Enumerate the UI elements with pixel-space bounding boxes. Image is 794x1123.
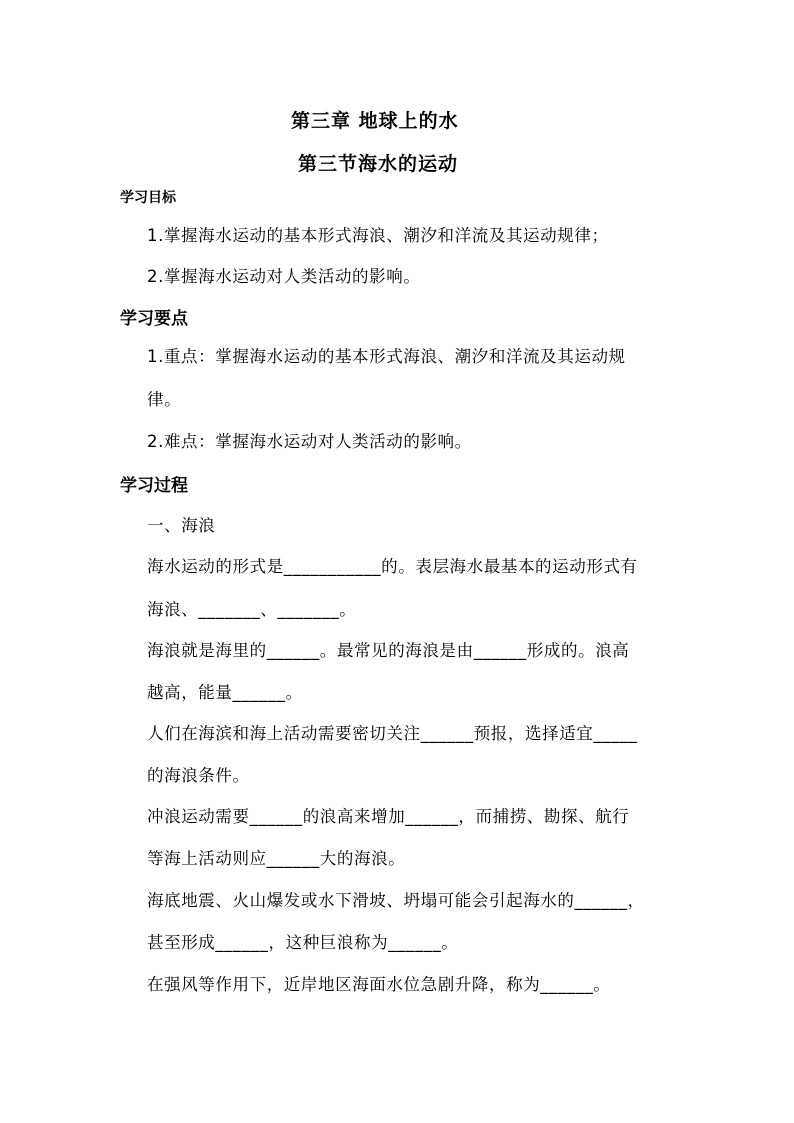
exercise-line: 海水运动的形式是___________的。表层海水最基本的运动形式有 <box>147 557 638 576</box>
exercise-line: 人们在海滨和海上活动需要密切关注______预报，选择适宜_____ <box>147 724 638 743</box>
exercise-line: 冲浪运动需要______的浪高来增加______，而捕捞、勘探、航行 <box>147 807 630 826</box>
keypoint-item: 1.重点：掌握海水运动的基本形式海浪、潮汐和洋流及其运动规 <box>147 347 626 366</box>
exercise-line: 等海上活动则应______大的海浪。 <box>147 849 406 868</box>
objectives-heading: 学习目标 <box>120 190 176 206</box>
objective-item: 2.掌握海水运动对人类活动的影响。 <box>147 267 421 286</box>
exercise-line: 越高，能量______。 <box>147 683 303 702</box>
process-heading: 学习过程 <box>120 476 188 496</box>
part1-heading: 一、海浪 <box>147 516 216 535</box>
keypoints-heading: 学习要点 <box>120 309 188 329</box>
exercise-line: 海底地震、火山爆发或水下滑坡、坍塌可能会引起海水的______， <box>147 891 645 910</box>
exercise-line: 的海浪条件。 <box>147 766 250 785</box>
section-title: 第三节海水的运动 <box>298 153 459 175</box>
keypoint-item: 2.难点：掌握海水运动对人类活动的影响。 <box>147 432 472 451</box>
exercise-line: 在强风等作用下，近岸地区海面水位急剧升降，称为______。 <box>147 975 611 994</box>
objective-item: 1.掌握海水运动的基本形式海浪、潮汐和洋流及其运动规律； <box>147 226 609 245</box>
chapter-title: 第三章 地球上的水 <box>291 110 459 132</box>
keypoint-item: 律。 <box>147 390 182 409</box>
exercise-line: 海浪、_______、_______。 <box>147 600 357 619</box>
exercise-line: 甚至形成______，这种巨浪称为______。 <box>147 933 459 952</box>
exercise-line: 海浪就是海里的______。最常见的海浪是由______形成的。浪高 <box>147 641 630 660</box>
